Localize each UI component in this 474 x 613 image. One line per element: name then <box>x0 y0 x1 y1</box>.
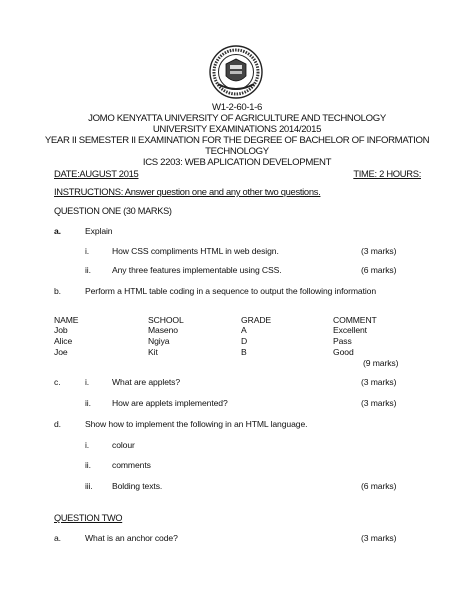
table-header-comment: COMMENT <box>333 315 377 325</box>
exam-time: TIME: 2 HOURS: <box>353 168 421 179</box>
table-cell: Alice <box>54 336 73 346</box>
q1-d-iii-number: iii. <box>85 481 93 491</box>
q2-a-marks: (3 marks) <box>361 533 397 543</box>
table-cell: Excellent <box>333 325 367 335</box>
q1-c-ii-text: How are applets implemented? <box>112 398 228 408</box>
exam-session: UNIVERSITY EXAMINATIONS 2014/2015 <box>152 124 322 135</box>
q1-c-label: c. <box>54 377 61 387</box>
table-cell: Job <box>54 325 68 335</box>
table-cell: Pass <box>333 336 352 346</box>
q1-b-text: Perform a HTML table coding in a sequence to output the following information <box>85 286 377 296</box>
q1-a-text: Explain <box>85 226 113 236</box>
q1-a-i-text: How CSS compliments HTML in web design. <box>112 246 279 256</box>
q1-c-i-marks: (3 marks) <box>361 377 397 387</box>
year-semester-line: YEAR II SEMESTER II EXAMINATION FOR THE DEGREE OF BACHELOR OF INFORMATION <box>44 135 430 146</box>
course-title: ICS 2203: WEB APLICATION DEVELOPMENT <box>142 157 332 168</box>
q1-d-label: d. <box>54 419 61 429</box>
q1-a-label: a. <box>54 226 61 236</box>
q1-c-ii-marks: (3 marks) <box>361 398 397 408</box>
university-name: JOMO KENYATTA UNIVERSITY OF AGRICULTURE AND TECHNOLOGY <box>88 113 386 124</box>
q1-c-i-number: i. <box>85 377 90 387</box>
q1-d-i-number: i. <box>85 440 90 450</box>
q1-b-marks: (9 marks) <box>363 358 399 368</box>
year-semester-line-cont: TECHNOLOGY <box>205 146 269 157</box>
table-cell: A <box>241 325 247 335</box>
q2-a-label: a. <box>54 533 61 543</box>
exam-code: W1-2-60-1-6 <box>212 102 262 113</box>
q1-a-i-number: i. <box>85 246 90 256</box>
question-two-title: QUESTION TWO <box>54 513 123 523</box>
q1-d-text: Show how to implement the following in an HTML language. <box>85 419 308 429</box>
q1-a-ii-marks: (6 marks) <box>361 265 397 275</box>
instructions: INSTRUCTIONS: Answer question one and any other two questions. <box>54 186 321 197</box>
exam-date: DATE:AUGUST 2015 <box>54 168 139 179</box>
q1-d-i-text: colour <box>112 440 135 450</box>
q1-a-i-marks: (3 marks) <box>361 246 397 256</box>
table-cell: Good <box>333 347 354 357</box>
question-one-title: QUESTION ONE (30 MARKS) <box>54 206 172 216</box>
table-cell: B <box>241 347 247 357</box>
table-cell: Maseno <box>148 325 178 335</box>
q1-d-iii-text: Bolding texts. <box>112 481 163 491</box>
q2-a-text: What is an anchor code? <box>85 533 178 543</box>
q1-c-i-text: What are applets? <box>112 377 181 387</box>
table-header-grade: GRADE <box>241 315 272 325</box>
table-cell: Kit <box>148 347 158 357</box>
table-header-school: SCHOOL <box>148 315 184 325</box>
q1-b-label: b. <box>54 286 61 296</box>
q1-d-ii-number: ii. <box>85 460 91 470</box>
table-header-name: NAME <box>54 315 79 325</box>
q1-c-ii-number: ii. <box>85 398 91 408</box>
q1-a-ii-number: ii. <box>85 265 91 275</box>
table-cell: Joe <box>54 347 68 357</box>
table-cell: Ngiya <box>148 336 170 346</box>
q1-d-marks: (6 marks) <box>361 481 397 491</box>
table-cell: D <box>241 336 248 346</box>
q1-a-ii-text: Any three features implementable using CSS. <box>112 265 282 275</box>
university-crest-icon <box>208 44 264 100</box>
q1-d-ii-text: comments <box>112 460 151 470</box>
